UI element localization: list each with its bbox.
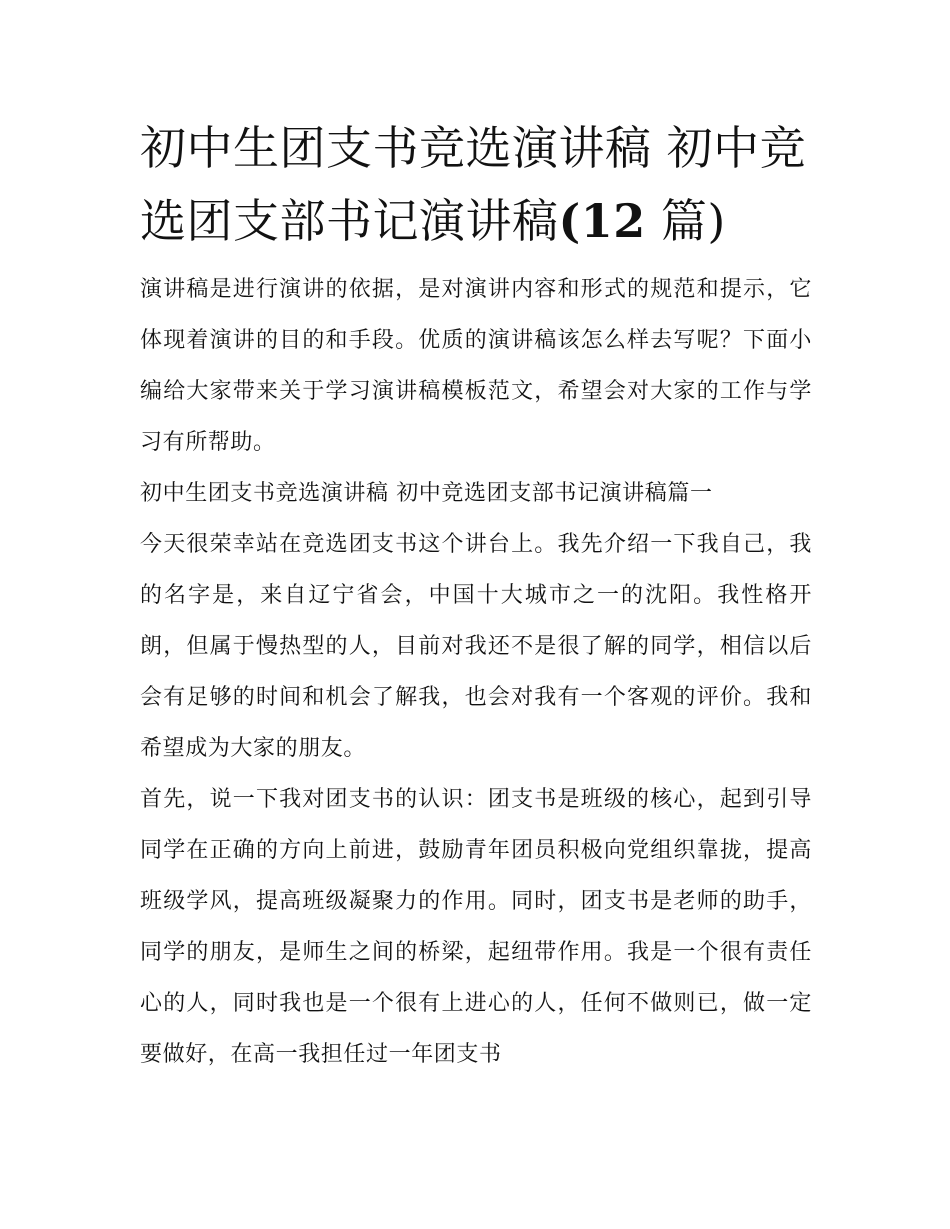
intro-paragraph: 演讲稿是进行演讲的依据，是对演讲内容和形式的规范和提示，它体现着演讲的目的和手段。优质的演讲稿该怎么样去写呢？下面小编给大家带来关于学习演讲稿模板范文，希望会对大家的工作与学习有所帮助。 (140, 277, 812, 455)
body-paragraph-1: 今天很荣幸站在竞选团支书这个讲台上。我先介绍一下我自己，我的名字是，来自辽宁省会，中国十大城市之一的沈阳。我性格开朗，但属于慢热型的人，目前对我还不是很了解的同学，相信以后会有足够的时间和机会了解我，也会对我有一个客观的评价。我和希望成为大家的朋友。 (140, 532, 812, 761)
title-text: 初中生团支书竞选演讲稿 初中竞选团支部书记演讲稿 (140, 121, 807, 248)
body-paragraph-2: 首先，说一下我对团支书的认识：团支书是班级的核心，起到引导同学在正确的方向上前进，鼓励青年团员积极向党组织靠拢，提高班级学风，提高班级凝聚力的作用。同时，团支书是老师的助手，同学的朋友，是师生之间的桥梁，起纽带作用。我是一个很有责任心的人，同时我也是一个很有上进心的人，任何不做则已，做一定要做好，在高一我担任过一年团支书 (140, 787, 812, 1067)
section-heading: 初中生团支书竞选演讲稿 初中竞选团支部书记演讲稿篇一 (140, 481, 713, 506)
document-title (140, 112, 812, 258)
document-body (140, 112, 812, 1080)
title-number: (12 (558, 194, 646, 248)
title-suffix: 篇) (645, 194, 726, 248)
